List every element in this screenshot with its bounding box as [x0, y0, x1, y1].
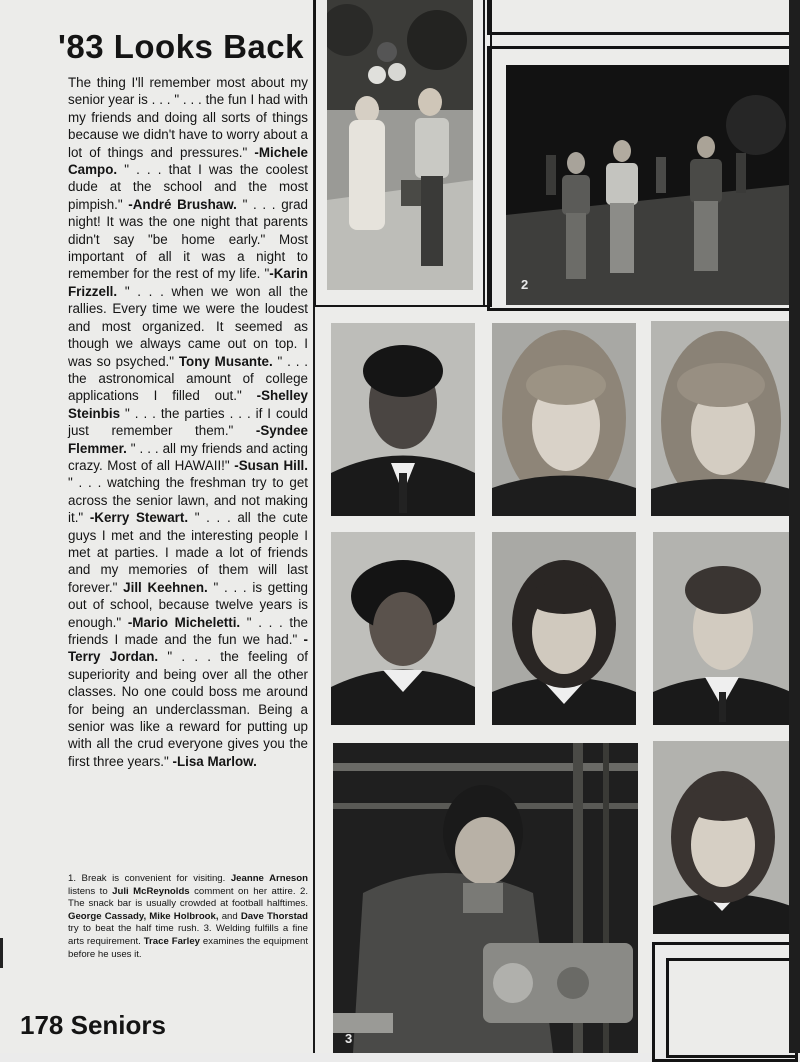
photo-snack-bar-halftime — [506, 65, 789, 305]
senior-portrait — [492, 323, 636, 516]
student-name: -Michele Campo. — [68, 144, 308, 178]
student-name: Juli McReynolds — [112, 885, 190, 897]
senior-portrait — [331, 323, 475, 516]
student-name: Dave Thorstad — [240, 910, 308, 922]
quote-text: listens to — [68, 885, 113, 897]
quote-text: " . . . the astronomical amount of college applications I filled out." — [68, 353, 309, 404]
quote-text: " . . . the friends I made and the fun we had." — [68, 614, 308, 647]
quote-text: " . . . the feeling of superiority and being over all the other classes. No one could boss me around for being an underclassman. Being a senior was like a reward for putting up with all the crud everyone gives you the first three years." — [68, 649, 309, 769]
page-title: '83 Looks Back — [58, 28, 304, 65]
quote-text: " . . . that I was the coolest dude at the school and the most pimpish." — [68, 162, 308, 212]
senior-portrait — [492, 532, 636, 725]
quote-text: " . . . the parties . . . if I could just remember them." — [68, 405, 308, 439]
quote-text: " . . . all my friends and acting crazy. Most of all HAWAII!" — [68, 440, 308, 473]
photo-captions — [68, 873, 308, 961]
student-name: George Cassady, Mike Holbrook, — [68, 910, 219, 922]
student-name: -Kerry Stewart. — [89, 510, 189, 526]
page-edge — [789, 0, 800, 1053]
student-name: -Mario Micheletti. — [127, 614, 241, 630]
quote-text: and — [218, 910, 241, 922]
photo-number-3: 3 — [345, 1031, 353, 1046]
page-footer: 178 Seniors — [20, 1010, 166, 1040]
quote-text: examines the equipment before he uses it. — [68, 935, 308, 960]
student-name: -Shelley Steinbis — [68, 388, 308, 421]
student-name: Jeanne Arneson — [230, 873, 308, 884]
quote-text: comment on her attire. 2. The snack bar is usually crowded at football halftimes. — [68, 885, 309, 910]
student-name: -Terry Jordan. — [68, 632, 308, 665]
quote-text: " . . . when we won all the rallies. Every time we were the loudest and most organized. It seemed as though we always came out on top. I was so psyched." — [68, 283, 308, 369]
photo-welding-equipment — [333, 743, 638, 1053]
quote-text: " . . . is getting out of school, because twelve years is enough." — [68, 579, 308, 630]
quote-text: 1. Break is convenient for visiting. — [68, 873, 231, 884]
student-name: Jill Keehnen. — [123, 579, 208, 595]
quote-text: " . . . all the cute guys I met and the interesting people I met at parties. I made a lot of friends and my memories of them will last forever." — [68, 510, 309, 595]
senior-portrait — [653, 741, 791, 934]
quote-text: " . . . watching the freshman try to get across the senior lawn, and not making it." — [68, 475, 308, 526]
quote-text: " . . . grad night! It was the one night that parents didn't say "be home early." Most important of all it was a night to remember for the rest of my life. " — [68, 196, 308, 282]
photo-number-2: 2 — [521, 277, 529, 292]
senior-portrait — [651, 321, 791, 516]
student-name: -André Brushaw. — [128, 196, 237, 212]
student-name: -Syndee Flemmer. — [68, 423, 308, 456]
student-name: Trace Farley — [143, 935, 200, 947]
top-frame — [487, 0, 797, 35]
photo-break-visiting — [327, 0, 473, 290]
student-name: -Karin Frizzell. — [68, 266, 308, 299]
quote-text: The thing I'll remember most about my senior year is . . . " . . . the fun I had with my friends and doing all sorts of things because we didn't have to worry about a lot of things and pressures." — [68, 75, 308, 160]
bottom-frame-inner — [666, 958, 798, 1058]
senior-quotes-text — [68, 74, 308, 770]
student-name: -Susan Hill. — [234, 457, 308, 473]
quote-text: try to beat the half time rush. 3. Welding fulfills a fine arts requirement. — [68, 923, 308, 947]
senior-portrait — [653, 532, 791, 725]
margin-mark — [0, 938, 3, 968]
student-name: -Lisa Marlow. — [172, 753, 257, 769]
senior-portrait — [331, 532, 475, 725]
student-name: Tony Musante. — [178, 353, 273, 369]
